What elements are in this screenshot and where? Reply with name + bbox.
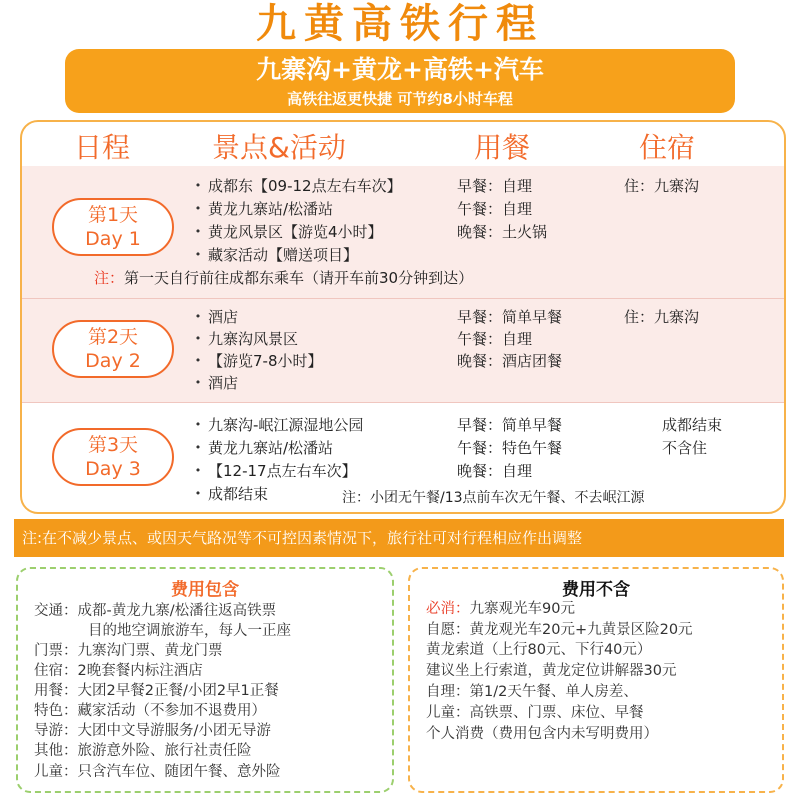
- day1-meal: 午餐：自理: [457, 200, 533, 218]
- bullet-icon: •: [194, 248, 202, 261]
- fee-excluded-row: 黄龙索道（上行80元、下行40元）: [426, 642, 652, 658]
- fee-included-box: [16, 567, 394, 793]
- bullet-icon: •: [194, 354, 202, 367]
- day2-label-en: Day 2: [85, 350, 141, 372]
- adjustment-notice: 注:在不减少景点、或因天气路况等不可控因素情况下，旅行社可对行程相应作出调整: [14, 519, 784, 557]
- day3-meal: 晚餐：自理: [457, 462, 533, 480]
- day1-label-en: Day 1: [85, 228, 141, 250]
- fee-included-row: 目的地空调旅游车，每人一正座: [88, 623, 291, 639]
- day3-badge: [52, 428, 174, 486]
- day1-activity: 黄龙九寨站/松潘站: [208, 200, 334, 218]
- day3-note: 注：小团无午餐/13点前车次无午餐、不去岷江源: [342, 490, 645, 506]
- fee-included-row: 用餐：大团2早餐2正餐/小团2早1正餐: [34, 683, 279, 699]
- day2-activity: 酒店: [208, 308, 239, 326]
- day1-note: [94, 268, 473, 288]
- fee-excluded-row: 儿童：高铁票、门票、床位、早餐: [426, 705, 644, 721]
- fee-excluded-row: 自理：第1/2天午餐、单人房差、: [426, 684, 638, 700]
- day1-stay: 住：九寨沟: [624, 177, 700, 195]
- day2-meal: 午餐：自理: [457, 330, 533, 348]
- day3-meal: 午餐：特色午餐: [457, 439, 563, 457]
- day3-label-en: Day 3: [85, 458, 141, 480]
- fee-excluded-title: 费用不含: [562, 580, 630, 600]
- day3-activity: 黄龙九寨站/松潘站: [208, 439, 334, 457]
- fee-excluded-box: [408, 567, 784, 793]
- fee-excluded-must: [426, 599, 575, 619]
- day3-stay: 成都结束: [662, 416, 723, 434]
- page-title: 九黄高铁行程: [256, 0, 544, 47]
- title-banner: [65, 49, 735, 113]
- day1-meal: 早餐：自理: [457, 177, 533, 195]
- fee-included-row: 其他：旅游意外险、旅行社责任险: [34, 743, 252, 759]
- day2-stay: 住：九寨沟: [624, 308, 700, 326]
- day2-meal: 晚餐：酒店团餐: [457, 352, 563, 370]
- header-schedule: 日程: [74, 131, 131, 164]
- fee-included-row: 特色：藏家活动（不参加不退费用）: [34, 703, 266, 719]
- bullet-icon: •: [194, 225, 202, 238]
- day2-activity: 【游览7-8小时】: [208, 352, 323, 370]
- day2-badge: [52, 320, 174, 378]
- fee-excluded-row: 建议坐上行索道，黄龙定位讲解器30元: [426, 663, 677, 679]
- day2-label-cn: 第2天: [87, 326, 139, 348]
- banner-headline: 九寨沟+黄龙+高铁+汽车: [256, 55, 544, 84]
- day2-meal: 早餐：简单早餐: [457, 308, 563, 326]
- note-label: 注：: [94, 269, 125, 287]
- bullet-icon: •: [194, 376, 202, 389]
- bullet-icon: •: [194, 202, 202, 215]
- must-label: 必消：: [426, 601, 470, 617]
- day1-activity: 成都东【09-12点左右车次】: [208, 177, 402, 195]
- day3-meal: 早餐：简单早餐: [457, 416, 563, 434]
- bullet-icon: •: [194, 487, 202, 500]
- fee-included-row: 交通：成都-黄龙九寨/松潘往返高铁票: [34, 603, 277, 619]
- note-text: 第一天自行前往成都东乘车（请开车前30分钟到达）: [124, 269, 474, 287]
- header-lodging: 住宿: [639, 131, 696, 164]
- must-text: 九寨观光车90元: [469, 601, 575, 617]
- day1-label-cn: 第1天: [87, 204, 139, 226]
- fee-included-row: 门票：九寨沟门票、黄龙门票: [34, 643, 223, 659]
- day3-activity: 【12-17点左右车次】: [208, 462, 357, 480]
- bullet-icon: •: [194, 464, 202, 477]
- banner-subline: 高铁往返更快捷 可节约8小时车程: [287, 90, 513, 108]
- day1-badge: [52, 198, 174, 256]
- itinerary-table: [20, 120, 786, 514]
- day3-activity: 成都结束: [208, 485, 269, 503]
- bullet-icon: •: [194, 310, 202, 323]
- fee-included-row: 住宿：2晚套餐内标注酒店: [34, 663, 203, 679]
- fee-included-row: 导游：大团中文导游服务/小团无导游: [34, 723, 271, 739]
- day2-activity: 酒店: [208, 374, 239, 392]
- bullet-icon: •: [194, 332, 202, 345]
- day3-label-cn: 第3天: [87, 434, 139, 456]
- day1-meal: 晚餐：土火锅: [457, 223, 548, 241]
- bullet-icon: •: [194, 179, 202, 192]
- fee-excluded-row: 自愿：黄龙观光车20元+九黄景区险20元: [426, 622, 693, 638]
- day3-activity: 九寨沟-岷江源湿地公园: [208, 416, 364, 434]
- fee-included-row: 儿童：只含汽车位、随团午餐、意外险: [34, 764, 281, 780]
- day1-activity: 藏家活动【赠送项目】: [208, 246, 359, 264]
- bullet-icon: •: [194, 418, 202, 431]
- bullet-icon: •: [194, 441, 202, 454]
- day1-activity: 黄龙风景区【游览4小时】: [208, 223, 383, 241]
- header-sights: 景点&活动: [212, 131, 346, 164]
- fee-included-title: 费用包含: [171, 580, 239, 600]
- fee-excluded-row: 个人消费（费用包含内未写明费用）: [426, 726, 658, 742]
- day2-activity: 九寨沟风景区: [208, 330, 299, 348]
- header-meals: 用餐: [474, 131, 531, 164]
- day3-stay: 不含住: [662, 439, 708, 457]
